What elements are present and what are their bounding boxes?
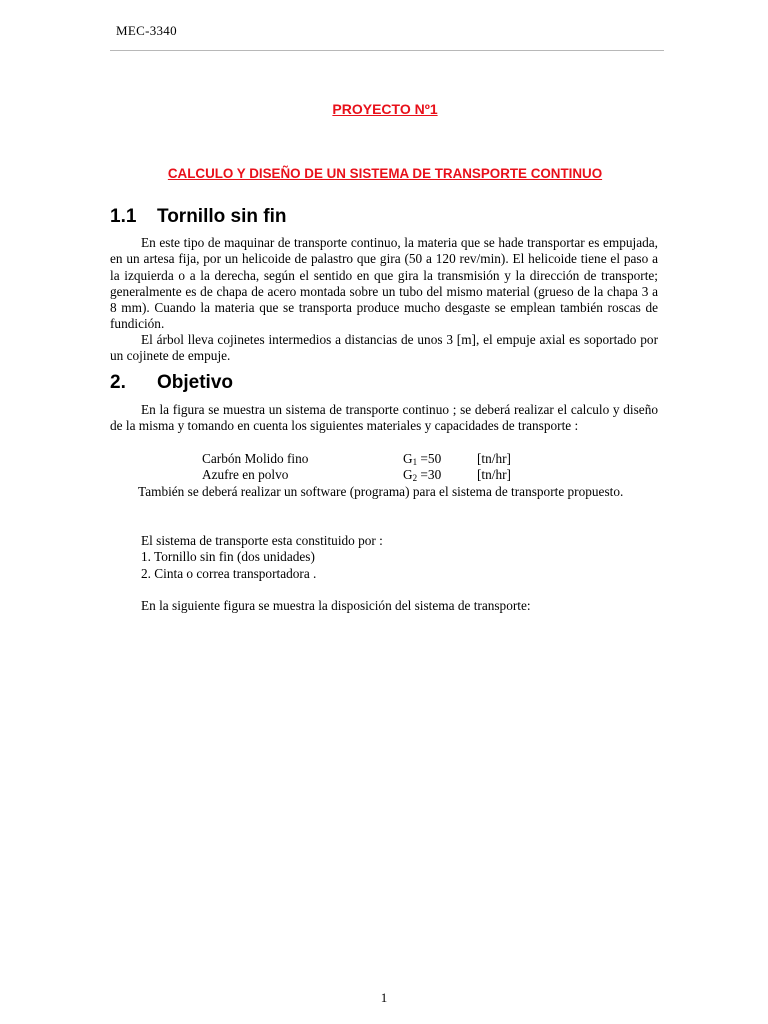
capacity-value: $G_2 =30$ (403, 467, 442, 483)
section-heading-2 (110, 372, 233, 394)
paragraph-tornillo: En este tipo de maquinar de transporte continuo, la materia que se hade transportar es empujada, en un artesa fija, por un helicoide de palastro que gira (50 a 120 rev/min). El helicoide tiene el paso a la izquierda o a la derecha, según el sentido en que gira la transmisión y la dirección de transporte; generalmente es de chapa de acero montada sobre un tubo del mismo material (grueso de la chapa 3 a 8 mm). Cuando la materia que se transporta produce mucho desgaste se emplean también roscas de fundición. (110, 235, 658, 332)
section-number: 1.1 (110, 206, 137, 227)
paragraph-objetivo: En la figura se muestra un sistema de transporte continuo ; se deberá realizar el calculo y diseño de la misma y tomando en cuenta los siguientes materiales y capacidades de transporte : (110, 402, 658, 434)
material-name: Azufre en polvo (202, 467, 289, 482)
course-code: MEC-3340 (116, 23, 177, 38)
figure-note: En la siguiente figura se muestra la disposición del sistema de transporte: (141, 598, 531, 613)
paragraph-software: También se deberá realizar un software (programa) para el sistema de transporte propuesto. (138, 484, 624, 499)
paragraph-arbol: El árbol lleva cojinetes intermedios a distancias de unos 3 [m], el empuje axial es soportado por un cojinete de empuje. (110, 332, 658, 364)
section-title: Tornillo sin fin (157, 206, 287, 227)
list-item: 2. Cinta o correa transportadora . (141, 566, 317, 581)
capacity-value: $G_1 =50$ (403, 451, 442, 467)
list-item: 1. Tornillo sin fin (dos unidades) (141, 549, 315, 564)
project-title: PROYECTO Nº1 (332, 101, 438, 117)
material-name: Carbón Molido fino (202, 451, 309, 466)
section-number: 2. (110, 372, 126, 393)
section-heading-1 (110, 206, 286, 228)
header-divider (110, 50, 664, 51)
system-intro: El sistema de transporte esta constituido por : (141, 533, 383, 548)
section-title: Objetivo (157, 372, 234, 393)
capacity-unit: [tn/hr] (477, 451, 511, 466)
page-number: 1 (380, 990, 388, 1005)
main-title: CALCULO Y DISEÑO DE UN SISTEMA DE TRANSPORTE CONTINUO (167, 166, 603, 181)
capacity-unit: [tn/hr] (477, 467, 511, 482)
